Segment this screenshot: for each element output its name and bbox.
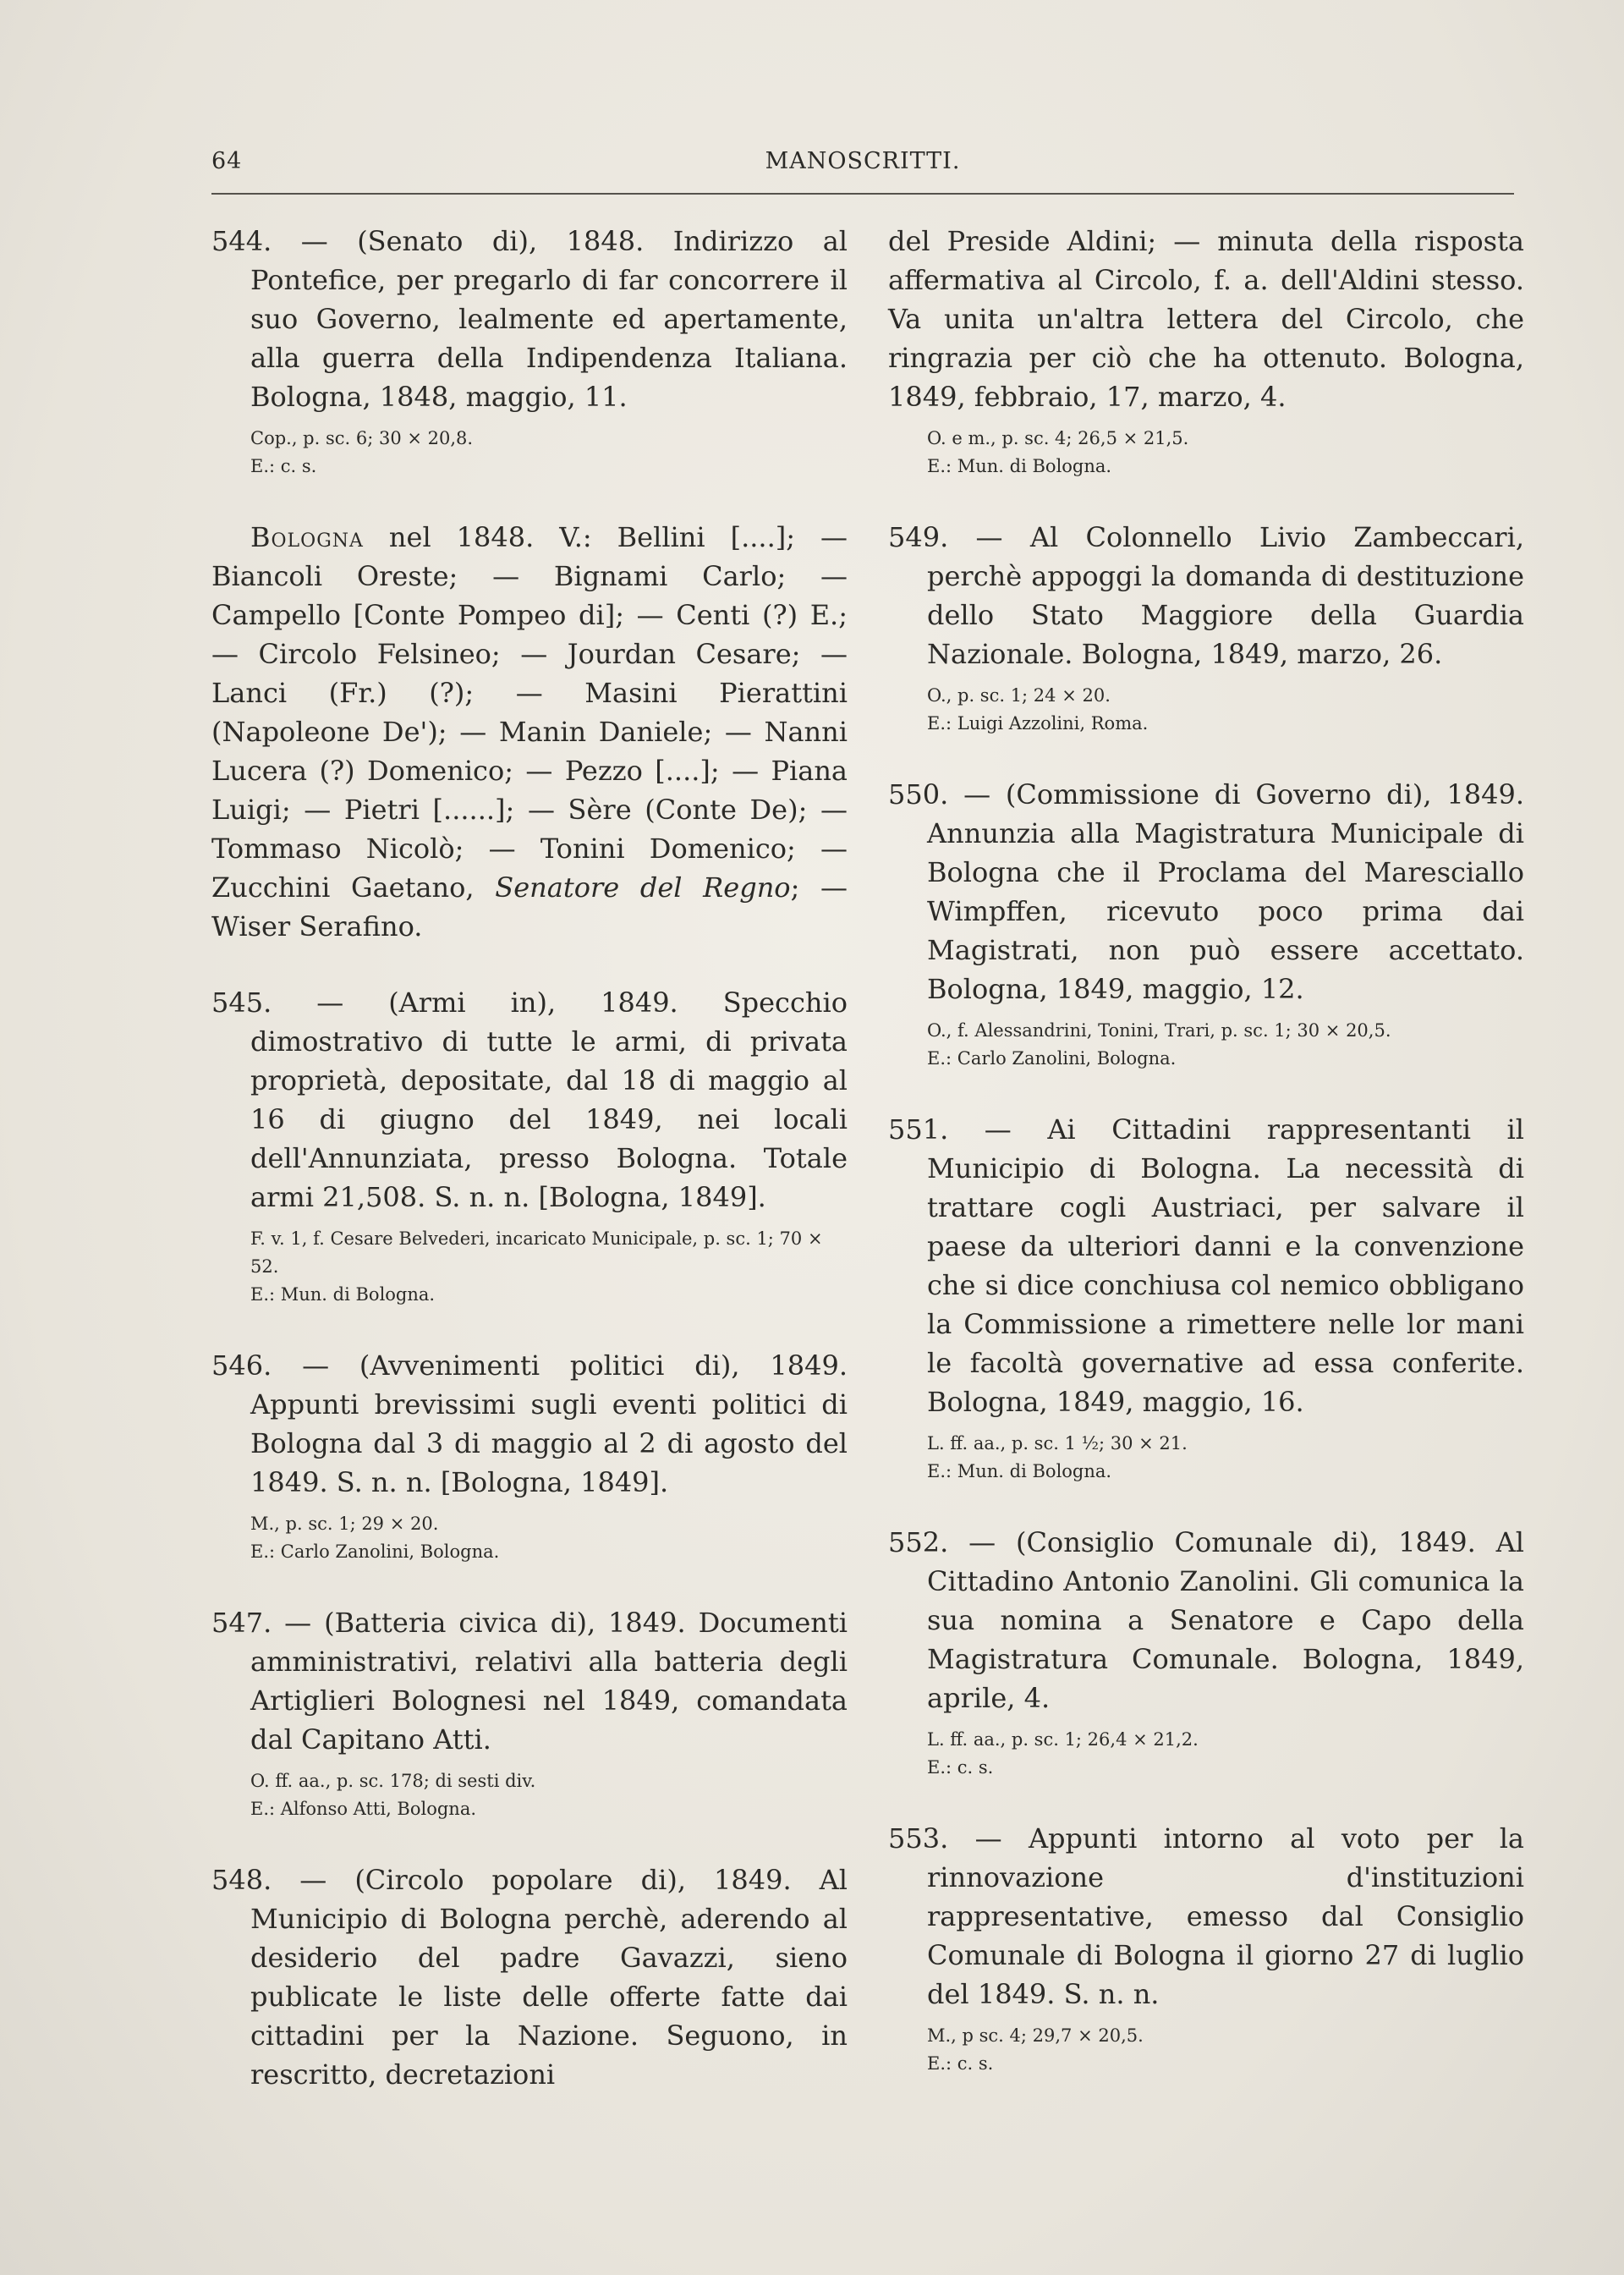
entry-text: 551. — Ai Cittadini rappresentanti il Municipio di Bologna. La necessità di trattare cogli Austriaci, per salvare il paese da ulteriori danni e la convenzione che si dice conchiusa col nemico obbligano la Commissione a rimettere nelle lor mani le facoltà governative ad essa conferite. Bologna, 1849, maggio, 16.: [888, 1113, 1524, 1418]
owner-note: E.: c. s.: [250, 456, 317, 476]
physical-description: O., f. Alessandrini, Tonini, Trari, p. sc. 1; 30 × 20,5.: [927, 1020, 1391, 1041]
entry-text: 548. — (Circolo popolare di), 1849. Al Municipio di Bologna perchè, aderendo al desiderio del padre Gavazzi, sieno publicate le liste delle offerte fatte dai cittadini per la Nazione. Seguono, in rescritto, decretazioni: [211, 1864, 848, 2091]
entry-notes: [888, 682, 1524, 738]
entry-notes: [888, 2022, 1524, 2078]
owner-note: E.: Carlo Zanolini, Bologna.: [250, 1541, 500, 1562]
entry-text: 547. — (Batteria civica di), 1849. Documenti amministrativi, relativi alla batteria degli Artiglieri Bolognesi nel 1849, comandata dal Capitano Atti.: [211, 1607, 848, 1756]
header-rule: [211, 193, 1514, 195]
entry-notes: [211, 425, 848, 481]
entry-text: 550. — (Commissione di Governo di), 1849. Annunzia alla Magistratura Municipale di Bologna che il Proclama del Maresciallo Wimpffen, ricevuto poco prima dai Magistrati, non può essere accettato. Bologna, 1849, maggio, 12.: [888, 778, 1524, 1005]
catalog-entry-548-continued: [888, 222, 1524, 481]
owner-note: E.: Carlo Zanolini, Bologna.: [927, 1048, 1177, 1069]
catalog-entry-545: [211, 983, 848, 1309]
catalog-entry-544: [211, 222, 848, 481]
physical-description: M., p sc. 4; 29,7 × 20,5.: [927, 2025, 1144, 2046]
index-names: nel 1848. V.: Bellini [....]; — Biancoli Oreste; — Bignami Carlo; — Campello [Conte Pompeo di]; — Centi (?) E.; — Circolo Felsineo; — Jourdan Cesare; — Lanci (Fr.) (?); — Masini Pierattini (Napoleone De'); — Manin Daniele; — Nanni Lucera (?) Domenico; — Pezzo [....]; — Piana Luigi; — Pietri [......]; — Sère (Conte De); — Tommaso Nicolò; — Tonini Domenico; — Zucchini Gaetano,: [211, 521, 848, 904]
entry-text: 546. — (Avvenimenti politici di), 1849. Appunti brevissimi sugli eventi politici di Bologna dal 3 di maggio al 2 di agosto del 1849. S. n. n. [Bologna, 1849].: [211, 1349, 848, 1498]
entry-text: 544. — (Senato di), 1848. Indirizzo al Pontefice, per pregarlo di far concorrere il suo Governo, lealmente ed apertamente, alla guerra della Indipendenza Italiana. Bologna, 1848, maggio, 11.: [211, 225, 848, 413]
owner-note: E.: Mun. di Bologna.: [250, 1284, 436, 1305]
catalog-entry-552: [888, 1523, 1524, 1782]
catalog-entry-546: [211, 1346, 848, 1566]
physical-description: O. ff. aa., p. sc. 178; di sesti div.: [250, 1771, 536, 1791]
entry-notes: [888, 1430, 1524, 1486]
catalog-entry-553: [888, 1819, 1524, 2078]
entry-text: del Preside Aldini; — minuta della risposta affermativa al Circolo, f. a. dell'Aldini stesso. Va unita un'altra lettera del Circolo, che ringrazia per ciò che ha ottenuto. Bologna, 1849, febbraio, 17, marzo, 4.: [888, 225, 1524, 413]
entry-notes: [888, 425, 1524, 481]
owner-note: E.: c. s.: [927, 2053, 994, 2074]
catalog-entry-550: [888, 775, 1524, 1073]
physical-description: Cop., p. sc. 6; 30 × 20,8.: [250, 428, 474, 448]
physical-description: O., p. sc. 1; 24 × 20.: [927, 685, 1111, 706]
owner-note: E.: c. s.: [927, 1757, 994, 1778]
right-column: [888, 222, 1524, 2115]
page-number: 64: [211, 148, 243, 174]
entry-text: 553. — Appunti intorno al voto per la rinnovazione d'instituzioni rappresentative, emesso dal Consiglio Comunale di Bologna il giorno 27 di luglio del 1849. S. n. n.: [888, 1822, 1524, 2010]
italic-title: Senatore del Regno: [495, 871, 791, 904]
names-index-bologna-1848: [211, 518, 848, 946]
physical-description: O. e m., p. sc. 4; 26,5 × 21,5.: [927, 428, 1189, 448]
physical-description: F. v. 1, f. Cesare Belvederi, incaricato Municipale, p. sc. 1; 70 × 52.: [250, 1228, 823, 1277]
catalog-entry-551: [888, 1110, 1524, 1486]
physical-description: L. ff. aa., p. sc. 1 ½; 30 × 21.: [927, 1433, 1188, 1453]
entry-notes: [888, 1017, 1524, 1073]
owner-note: E.: Alfonso Atti, Bologna.: [250, 1799, 477, 1819]
owner-note: E.: Luigi Azzolini, Roma.: [927, 713, 1149, 734]
catalog-entry-547: [211, 1603, 848, 1823]
physical-description: L. ff. aa., p. sc. 1; 26,4 × 21,2.: [927, 1729, 1199, 1750]
entry-text: 545. — (Armi in), 1849. Specchio dimostrativo di tutte le armi, di privata proprietà, depositate, dal 18 di maggio al 16 di giugno del 1849, nei locali dell'Annunziata, presso Bologna. Totale armi 21,508. S. n. n. [Bologna, 1849].: [211, 986, 848, 1213]
owner-note: E.: Mun. di Bologna.: [927, 456, 1112, 476]
entry-notes: [211, 1767, 848, 1823]
owner-note: E.: Mun. di Bologna.: [927, 1461, 1112, 1481]
left-column: [211, 222, 848, 2131]
page-header: [211, 148, 1514, 190]
entry-text: 552. — (Consiglio Comunale di), 1849. Al Cittadino Antonio Zanolini. Gli comunica la sua nomina a Senatore e Capo della Magistratura Comunale. Bologna, 1849, aprile, 4.: [888, 1526, 1524, 1714]
entry-text: 549. — Al Colonnello Livio Zambeccari, perchè appoggi la domanda di destituzione dello Stato Maggiore della Guardia Nazionale. Bologna, 1849, marzo, 26.: [888, 521, 1524, 670]
entry-notes: [211, 1225, 848, 1309]
running-title: MANOSCRITTI.: [765, 148, 961, 174]
entry-notes: [211, 1510, 848, 1566]
index-heading: Bologna: [250, 521, 364, 553]
index-end: ; — Wiser Serafino.: [211, 871, 848, 942]
catalog-entry-548: [211, 1860, 848, 2094]
catalog-entry-549: [888, 518, 1524, 738]
entry-notes: [888, 1726, 1524, 1782]
names-index-text: [211, 518, 848, 946]
physical-description: M., p. sc. 1; 29 × 20.: [250, 1514, 439, 1534]
